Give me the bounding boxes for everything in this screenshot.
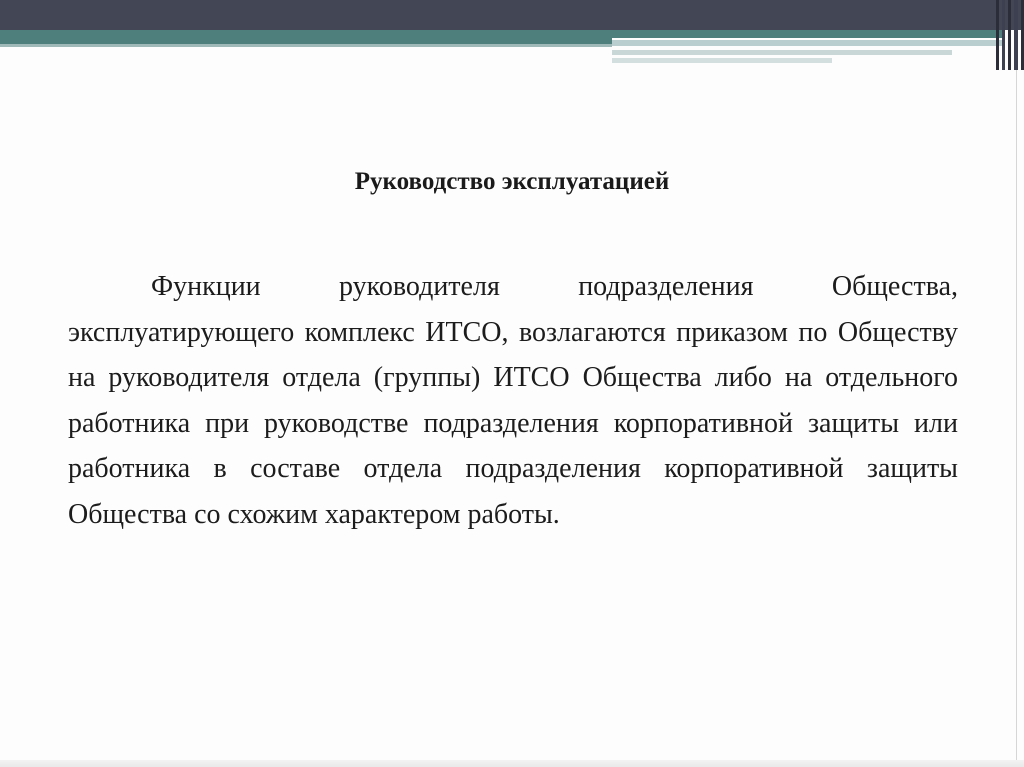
header-teal-bar bbox=[0, 30, 612, 44]
header-thin-bar bbox=[0, 44, 612, 47]
slide-bottom-shadow bbox=[0, 760, 1024, 767]
slide-title: Руководство эксплуатацией bbox=[354, 168, 670, 195]
header-light-bar bbox=[612, 58, 832, 63]
corner-stripe bbox=[1014, 0, 1018, 70]
corner-stripe bbox=[996, 0, 999, 70]
header-dark-bar bbox=[0, 0, 1024, 30]
corner-stripe bbox=[1002, 0, 1005, 70]
header-light-bar bbox=[612, 40, 1002, 46]
slide-body-text: Функции руководителя подразделения Общества, эксплуатирующего комплекс ИТСО, возлагаются приказом по Обществу на руководителя отдела (группы) ИТСО Общества либо на отдельного работника при руководстве подразделения корпоративной защиты или работника в составе отдела подразделения корпоративной защиты Общества со схожим характером работы. bbox=[68, 271, 958, 530]
header-teal-bar-right bbox=[612, 30, 1002, 38]
corner-stripe bbox=[1008, 0, 1011, 70]
header-light-bar bbox=[612, 50, 952, 55]
